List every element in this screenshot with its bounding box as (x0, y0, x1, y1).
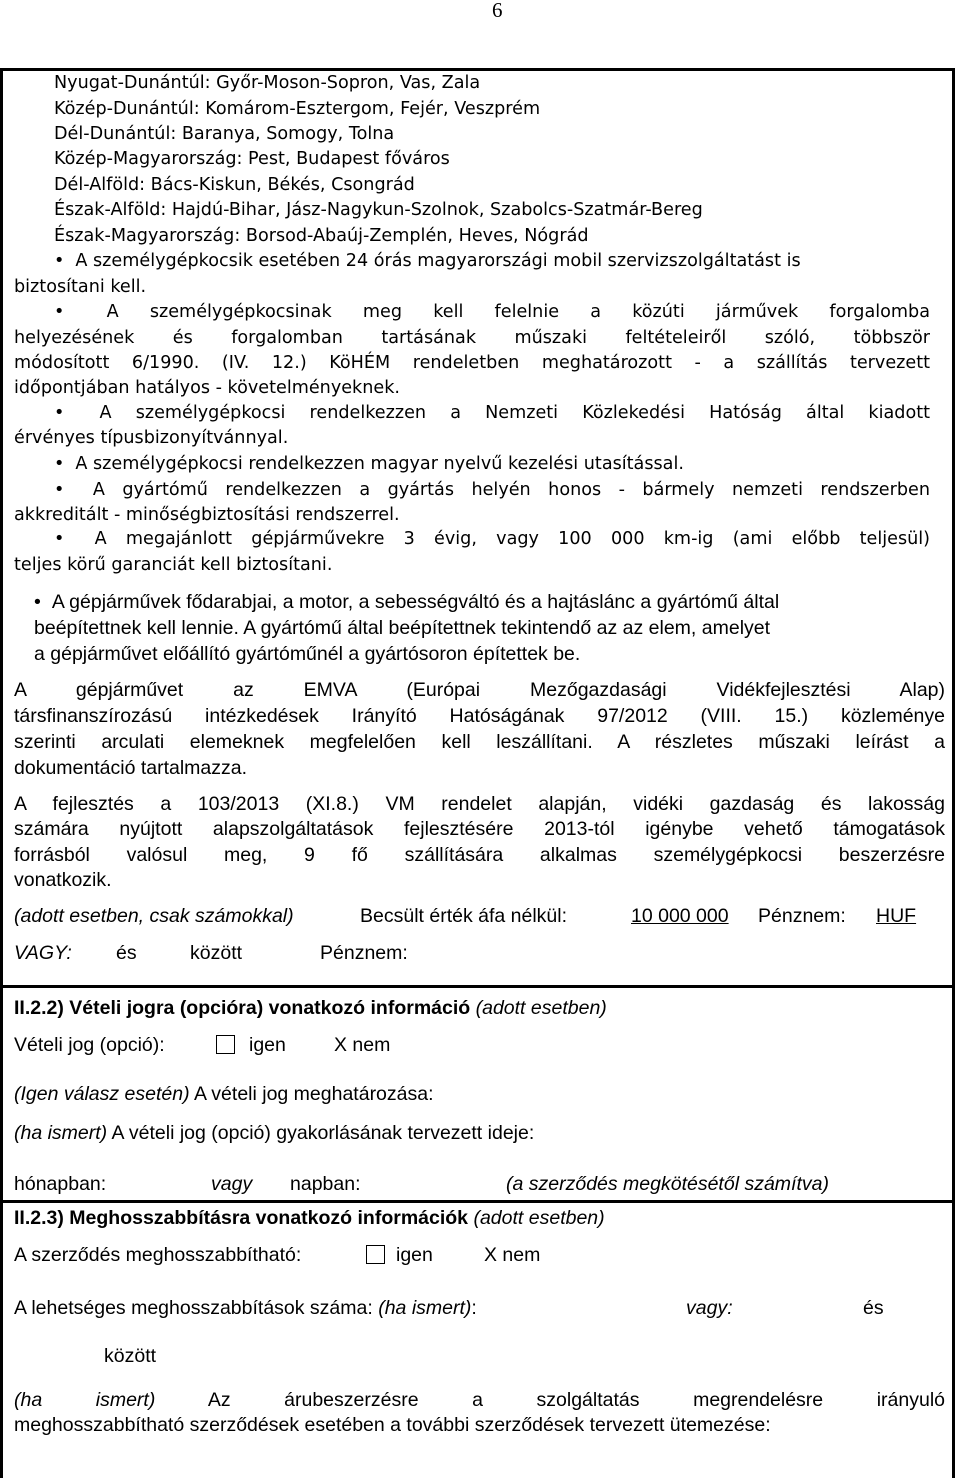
bullet-item (54, 300, 930, 326)
paragraph-line: forrásból valósul meg, 9 fő szállítására alkalmas személygépkocsi beszerzésre (14, 844, 945, 866)
bullet-item (54, 478, 930, 504)
extension-label: A szerződés meghosszabbítható: (14, 1244, 302, 1266)
between-label: között (190, 942, 243, 964)
extension-no-label: X nem (484, 1244, 541, 1266)
bullet-text: A személygépkocsinak meg kell felelnie a közúti járművek forgalomba (106, 302, 930, 322)
region-line: Közép-Magyarország: Pest, Budapest főváros (54, 149, 450, 169)
paragraph-line: A fejlesztés a 103/2013 (XI.8.) VM rendelet alapján, vidéki gazdaság és lakosság (14, 793, 945, 815)
region-line: Észak-Magyarország: Borsod-Abaúj-Zemplén, Heves, Nógrád (54, 226, 589, 246)
bullet-item (34, 590, 779, 616)
region-line: Dél-Alföld: Bács-Kiskun, Békés, Csongrád (54, 175, 415, 195)
paragraph-line: számára nyújtott alapszolgáltatások fejlesztésére 2013-tól igénybe vehető támogatások (14, 818, 945, 840)
and-label: és (116, 942, 137, 964)
option-label: Vételi jog (opció): (14, 1034, 165, 1056)
bullet-text: érvényes típusbizonyítvánnyal. (14, 428, 289, 448)
bullet-text: A megajánlott gépjárművekre 3 évig, vagy 100 000 km-ig (ami előbb teljesül) (94, 529, 931, 549)
bullet-icon: • (54, 302, 65, 322)
bullet-icon: • (54, 251, 65, 271)
bullet-text: akkreditált - minőségbiztosítási rendszerrel. (14, 505, 400, 525)
months-label: hónapban: (14, 1173, 107, 1195)
between-label: között (104, 1345, 157, 1367)
days-label: napban: (290, 1173, 361, 1195)
section-divider (0, 985, 955, 988)
extension-yes-checkbox[interactable] (366, 1245, 385, 1264)
section-heading-2-3: II.2.3) Meghosszabbításra vonatkozó információk (adott esetben) (14, 1207, 605, 1229)
bullet-icon: • (54, 403, 65, 423)
bullet-text: A gyártómű rendelkezzen a gyártás helyén honos - bármely nemzeti rendszerben (92, 480, 931, 500)
bullet-text: módosított 6/1990. (IV. 12.) KöHÉM rendeletben meghatározott - a szállítás tervezett (14, 353, 930, 373)
schedule-line: (ha ismert) Az árubeszerzésre a szolgáltatás megrendelésre irányuló (14, 1389, 945, 1411)
bullet-icon: • (34, 591, 41, 613)
estimate-label: Becsült érték áfa nélkül: (360, 905, 568, 927)
bullet-text: beépítettnek kell lennie. A gyártómű által beépítettnek tekintendő az az elem, amelyet (34, 617, 771, 639)
currency-value: HUF (876, 905, 917, 927)
or-label: vagy (211, 1173, 253, 1195)
or-label: vagy: (686, 1297, 733, 1319)
paragraph-line: vonatkozik. (14, 869, 112, 891)
region-line: Észak-Alföld: Hajdú-Bihar, Jász-Nagykun-Szolnok, Szabolcs-Szatmár-Bereg (54, 200, 703, 220)
page-number: 6 (492, 0, 503, 22)
bullet-text: A személygépkocsi rendelkezzen a Nemzeti Közlekedési Hatóság által kiadott (99, 403, 931, 423)
option-definition: (Igen válasz esetén) A vételi jog meghatározása: (14, 1083, 434, 1105)
bullet-text: időpontjában hatályos - követelményeknek. (14, 378, 401, 398)
section-divider (0, 1200, 955, 1203)
paragraph-line: szerinti arculati elemeknek megfelelően kell leszállítani. A részletes műszaki leírást a (14, 731, 945, 753)
bullet-text: helyezésének és forgalomban tartásának műszaki feltételeiről szóló, többször (14, 328, 930, 348)
bullet-text: biztosítani kell. (14, 277, 147, 297)
bullet-icon: • (54, 454, 65, 474)
bullet-icon: • (54, 480, 65, 500)
bullet-item (54, 249, 801, 275)
and-label: és (863, 1297, 884, 1319)
currency-label: Pénznem: (758, 905, 846, 927)
bullet-text: a gépjárművet előállító gyártóműnél a gyártósoron építettek be. (34, 643, 581, 665)
option-no-label: X nem (334, 1034, 391, 1056)
bullet-text: A személygépkocsik esetében 24 órás magyarországi mobil szervizszolgáltatást is (75, 251, 801, 271)
bullet-text: A személygépkocsi rendelkezzen magyar nyelvű kezelési utasítással. (75, 454, 684, 474)
currency-label: Pénznem: (320, 942, 408, 964)
paragraph-line: A gépjárművet az EMVA (Európai Mezőgazdasági Vidékfejlesztési Alap) (14, 679, 945, 701)
bullet-item (54, 452, 684, 478)
option-timing: (ha ismert) A vételi jog (opció) gyakorlásának tervezett ideje: (14, 1122, 535, 1144)
region-line: Dél-Dunántúl: Baranya, Somogy, Tolna (54, 124, 395, 144)
bullet-icon: • (54, 529, 65, 549)
bullet-item (54, 527, 930, 553)
or-label: VAGY: (14, 942, 72, 964)
estimate-note: (adott esetben, csak számokkal) (14, 905, 294, 927)
estimate-value: 10 000 000 (631, 905, 729, 927)
section-heading-2-2: II.2.2) Vételi jogra (opcióra) vonatkozó információ (adott esetben) (14, 997, 607, 1019)
extension-yes-label: igen (396, 1244, 433, 1266)
from-contract-note: (a szerződés megkötésétől számítva) (506, 1173, 829, 1195)
option-yes-label: igen (249, 1034, 286, 1056)
paragraph-line: társfinanszírozású intézkedések Irányító Hatóságának 97/2012 (VIII. 15.) közleménye (14, 705, 945, 727)
schedule-line: meghosszabbítható szerződések esetében a további szerződések tervezett ütemezése: (14, 1414, 771, 1436)
extension-count-label: A lehetséges meghosszabbítások száma: (ha ismert): (14, 1297, 477, 1319)
bullet-item (54, 401, 930, 427)
region-line: Közép-Dunántúl: Komárom-Esztergom, Fejér, Veszprém (54, 99, 541, 119)
bullet-text: A gépjárművek fődarabjai, a motor, a sebességváltó és a hajtáslánc a gyártómű által (51, 591, 780, 613)
bullet-text: teljes körű garanciát kell biztosítani. (14, 555, 333, 575)
region-line: Nyugat-Dunántúl: Győr-Moson-Sopron, Vas, Zala (54, 73, 481, 93)
paragraph-line: dokumentáció tartalmazza. (14, 757, 248, 779)
option-yes-checkbox[interactable] (216, 1035, 235, 1054)
